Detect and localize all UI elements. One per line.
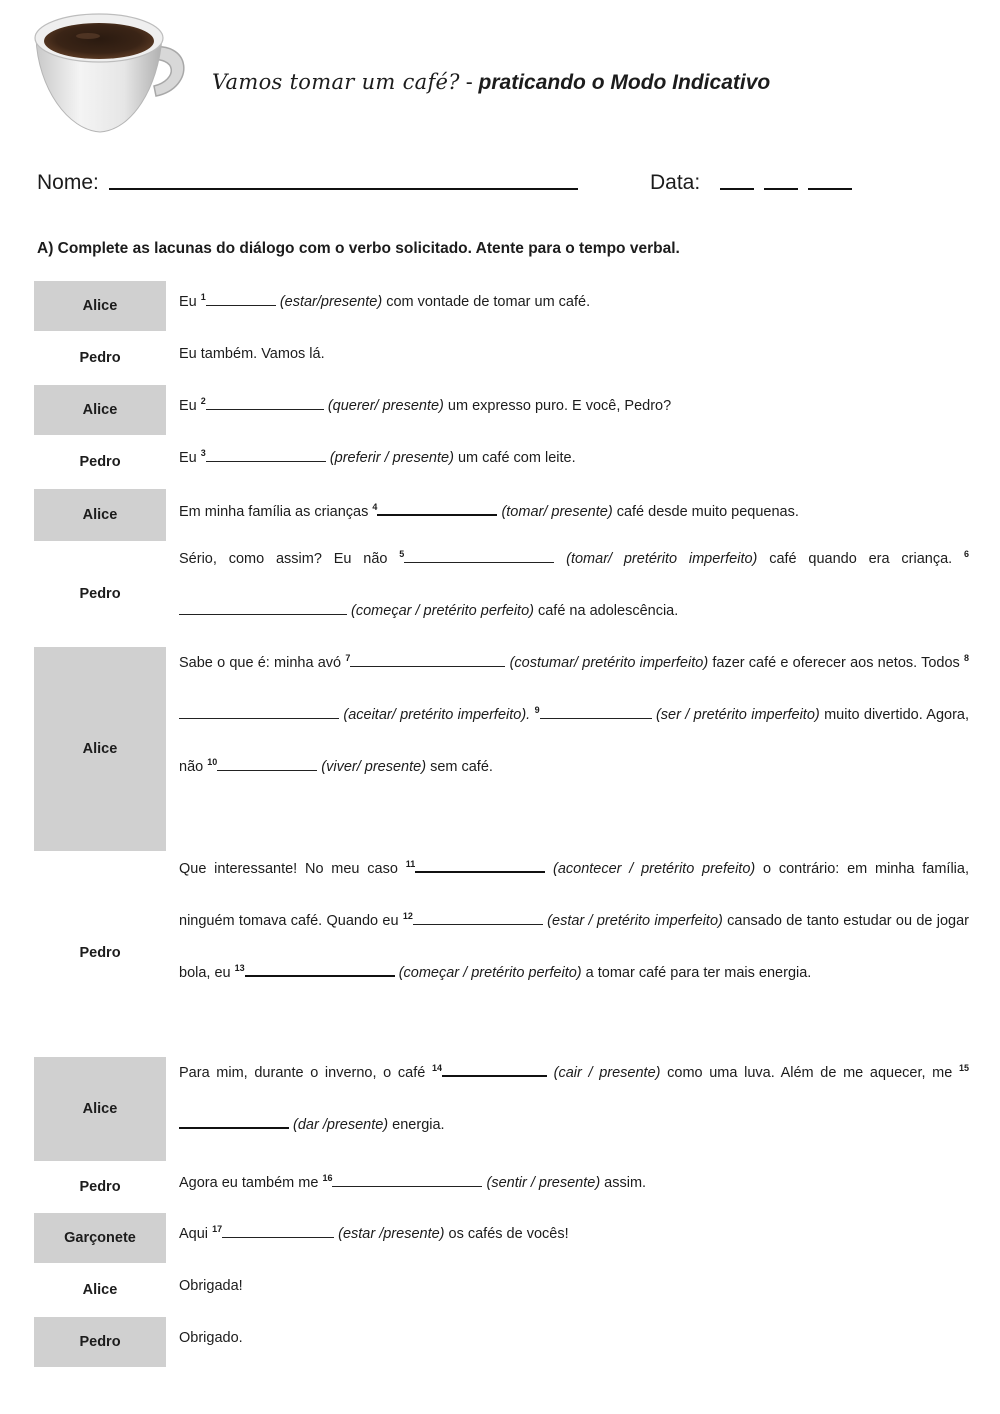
- dialogue-text: Para mim, durante o inverno, o café $^{14}$ (cair / presente) como uma luva. Além de me aquecer, me $^{15}$ (dar /presente) energia.: [179, 1063, 970, 1133]
- blank-number: 14: [431, 1063, 442, 1073]
- date-day-field[interactable]: [720, 188, 754, 190]
- blank-number: 9: [534, 705, 540, 715]
- speaker-cell: Pedro: [79, 945, 121, 961]
- dialogue-row: [34, 1265, 969, 1315]
- dialogue-row: [34, 543, 969, 645]
- dialogue-row: [34, 385, 969, 435]
- verb-hint: (viver/ presente): [321, 759, 427, 775]
- blank-number: 7: [345, 653, 351, 663]
- dialogue-text: Eu $^3$ (preferir / presente) um café com leite.: [179, 448, 576, 466]
- blank-number: 12: [402, 911, 413, 921]
- answer-blank-3[interactable]: [206, 447, 326, 462]
- answer-blank-17[interactable]: [222, 1223, 334, 1238]
- blank-number: 1: [200, 292, 206, 302]
- answer-blank-1[interactable]: [206, 291, 276, 306]
- dialogue-row: [34, 1213, 969, 1263]
- answer-blank-13[interactable]: [245, 961, 395, 977]
- verb-hint: (acontecer / pretérito prefeito): [552, 861, 756, 877]
- dialogue-text: Eu $^1$ (estar/presente) com vontade de tomar um café.: [179, 292, 591, 310]
- dialogue-row: [34, 437, 969, 487]
- answer-blank-12[interactable]: [413, 910, 543, 925]
- answer-blank-10[interactable]: [217, 756, 317, 771]
- answer-blank-15[interactable]: [179, 1113, 289, 1129]
- blank-number: 13: [234, 963, 245, 973]
- blank-number: 16: [322, 1173, 333, 1183]
- name-label: Nome:: [37, 171, 99, 194]
- dialogue-row: [34, 853, 969, 1053]
- answer-blank-16[interactable]: [332, 1172, 482, 1187]
- verb-hint: (querer/ presente): [327, 398, 444, 414]
- verb-hint: (tomar/ presente): [501, 504, 613, 520]
- answer-blank-2[interactable]: [206, 395, 324, 410]
- dialogue-text: Eu $^2$ (querer/ presente) um expresso puro. E você, Pedro?: [179, 396, 672, 414]
- answer-blank-14[interactable]: [442, 1061, 547, 1077]
- instruction: A) Complete as lacunas do diálogo com o verbo solicitado. Atente para o tempo verbal.: [37, 240, 680, 257]
- dialogue-text: Sério, como assim? Eu não $^5$ (tomar/ pretérito imperfeito) café quando era criança. $^6$ (começar / pretérito perfeito) café na adolescência.: [179, 549, 969, 619]
- title-bold: praticando o Modo Indicativo: [478, 71, 771, 94]
- page-title: Vamos tomar um café? - praticando o Modo Indicativo: [212, 70, 771, 94]
- answer-blank-4[interactable]: [377, 500, 497, 516]
- date-label: Data:: [650, 171, 701, 194]
- answer-blank-9[interactable]: [540, 704, 652, 719]
- verb-hint: (sentir / presente): [486, 1175, 601, 1191]
- date-month-field[interactable]: [764, 188, 798, 190]
- verb-hint: (tomar/ pretérito imperfeito): [566, 551, 758, 567]
- blank-number: 3: [200, 448, 206, 458]
- dialogue-row: [34, 647, 969, 851]
- dialogue-text: Obrigado.: [179, 1330, 243, 1346]
- blank-number: 17: [212, 1224, 223, 1234]
- blank-number: 11: [405, 859, 416, 869]
- blank-number: 10: [207, 757, 218, 767]
- verb-hint: (preferir / presente): [329, 450, 454, 466]
- speaker-cell: Alice: [34, 489, 166, 541]
- answer-blank-11[interactable]: [415, 857, 545, 873]
- dialogue-text: Que interessante! No meu caso $^{11}$ (acontecer / pretérito prefeito) o contrário: em minha família, ninguém tomava café. Quando eu $^{12}$ (estar / pretérito imperfeito) cansado de tanto estudar ou de jogar bola, eu $^{13}$ (começar / pretérito perfeito) a tomar café para ter mais energia.: [179, 859, 970, 981]
- blank-number: 15: [959, 1063, 970, 1073]
- dialogue-row: [34, 281, 969, 331]
- dialogue-text: Em minha família as crianças $^4$ (tomar/ presente) café desde muito pequenas.: [179, 502, 799, 520]
- speaker-cell: Alice: [34, 1057, 166, 1161]
- blank-number: 4: [372, 502, 378, 512]
- dialogue-text: Obrigada!: [179, 1278, 243, 1294]
- blank-number: 5: [399, 549, 405, 559]
- speaker-cell: Pedro: [79, 1179, 121, 1195]
- verb-hint: (começar / pretérito perfeito): [351, 603, 534, 619]
- dialogue-row: [34, 1163, 969, 1211]
- dialogue-text: Agora eu também me $^{16}$ (sentir / presente) assim.: [179, 1173, 647, 1191]
- date-year-field[interactable]: [808, 188, 852, 190]
- verb-hint: (estar / pretérito imperfeito): [547, 913, 723, 929]
- speaker-cell: Pedro: [79, 586, 121, 602]
- verb-hint: (dar /presente): [293, 1117, 389, 1133]
- speaker-cell: Alice: [82, 1282, 118, 1298]
- answer-blank-6[interactable]: [179, 600, 347, 615]
- answer-blank-8[interactable]: [179, 704, 339, 719]
- blank-number: 2: [200, 396, 206, 406]
- dialogue-text: Sabe o que é: minha avó $^7$ (costumar/ pretérito imperfeito) fazer café e oferecer aos netos. Todos $^8$ (aceitar/ pretérito imperfeito). $^9$ (ser / pretérito imperfeito) muito divertido. Agora, não $^{10}$ (viver/ presente) sem café.: [179, 653, 970, 775]
- speaker-cell: Alice: [34, 281, 166, 331]
- dialogue-row: [34, 1057, 969, 1161]
- blank-number: 8: [964, 653, 970, 663]
- dialogue-text: Aqui $^{17}$ (estar /presente) os cafés de vocês!: [179, 1224, 569, 1242]
- speaker-cell: Pedro: [79, 350, 121, 366]
- answer-blank-5[interactable]: [404, 548, 554, 563]
- verb-hint: (começar / pretérito perfeito): [398, 965, 582, 981]
- dialogue-row: [34, 333, 969, 383]
- speaker-cell: Garçonete: [34, 1213, 166, 1263]
- verb-hint: (costumar/ pretérito imperfeito): [509, 655, 709, 671]
- verb-hint: (estar/presente): [279, 294, 383, 310]
- dialogue-row: [34, 1317, 969, 1367]
- speaker-cell: Alice: [34, 647, 166, 851]
- dialogue-text: Eu também. Vamos lá.: [179, 346, 325, 362]
- coffee-cup-image: [28, 8, 198, 138]
- verb-hint: (aceitar/ pretérito imperfeito).: [343, 707, 531, 723]
- verb-hint: (cair / presente): [553, 1065, 661, 1081]
- blank-number: 6: [963, 549, 969, 559]
- name-field[interactable]: [109, 188, 578, 190]
- speaker-cell: Pedro: [79, 454, 121, 470]
- verb-hint: (ser / pretérito imperfeito): [655, 707, 820, 723]
- answer-blank-7[interactable]: [350, 652, 505, 667]
- speaker-cell: Pedro: [34, 1317, 166, 1367]
- verb-hint: (estar /presente): [338, 1226, 445, 1242]
- title-script: Vamos tomar um café?: [212, 70, 460, 94]
- speaker-cell: Alice: [34, 385, 166, 435]
